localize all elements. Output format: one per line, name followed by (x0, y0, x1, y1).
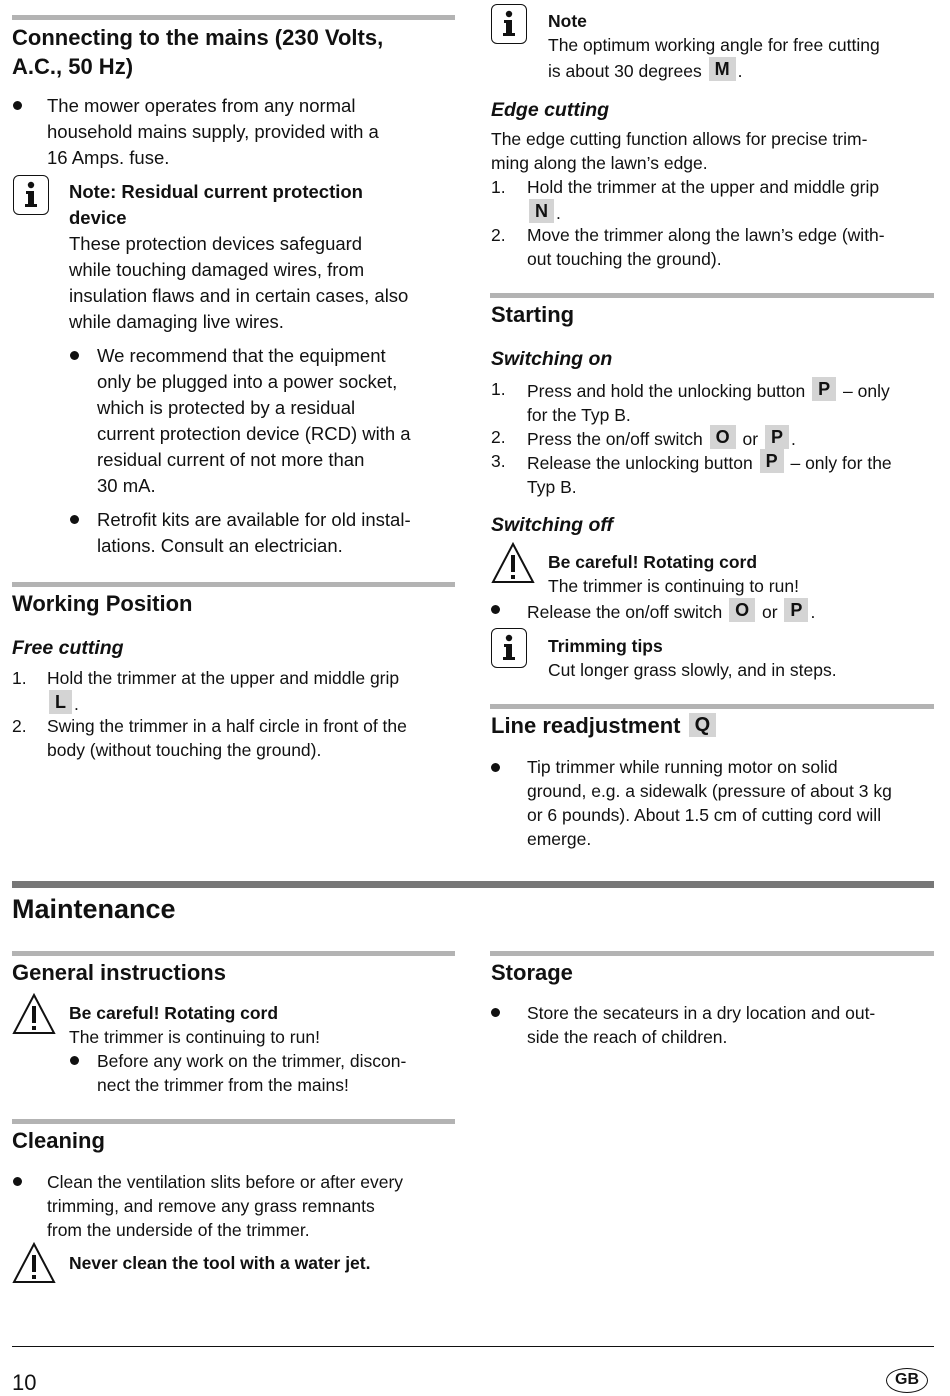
rcd-bullet-2 (97, 507, 411, 559)
text-line: ground, e.g. a sidewalk (pressure of about 3 kg (527, 781, 892, 801)
bullet-dot (13, 101, 22, 110)
subsection-edge-cutting: Edge cutting (491, 99, 610, 121)
text-line: Hold the trimmer at the upper and middle grip (47, 668, 400, 688)
text-line (527, 377, 890, 403)
general-bullet (97, 1049, 406, 1097)
on-step-1 (527, 377, 890, 427)
info-icon (13, 175, 49, 215)
text-line: 16 Amps. fuse. (47, 147, 170, 168)
text-span: is about 30 degrees (548, 61, 702, 81)
step-number: 2. (491, 427, 506, 447)
general-warning (69, 1001, 320, 1049)
text-line: from the underside of the trimmer. (47, 1220, 310, 1240)
text-line: The optimum working angle for free cutting (548, 35, 880, 55)
text-line: which is protected by a residual (97, 397, 356, 418)
section-title-mains (12, 24, 383, 80)
subsection-switching-off: Switching off (491, 514, 614, 536)
storage-bullet (527, 1001, 875, 1049)
text-line: emerge. (527, 829, 592, 849)
key-label-m: M (709, 57, 736, 81)
text-line: lations. Consult an electrician. (97, 535, 343, 556)
line-bullet (527, 755, 892, 851)
section-title-starting: Starting (491, 302, 575, 327)
key-label-o: O (710, 425, 736, 449)
edge-body (491, 127, 867, 175)
step-number: 3. (491, 451, 506, 471)
on-step-2: Press the on/off switch O or P . (527, 427, 796, 449)
text-line: is about 30 degrees M . (548, 59, 743, 81)
text-line: for the Typ B. (527, 405, 631, 425)
info-icon (491, 628, 527, 668)
text-line: These protection devices safeguard (69, 233, 363, 254)
rcd-note (69, 179, 408, 335)
trimming-tips (548, 634, 837, 682)
text-line: We recommend that the equipment (97, 345, 386, 366)
free-step-2 (47, 714, 407, 762)
warning-title: Be careful! Rotating cord (69, 1003, 279, 1023)
switch-off-bullet: Release the on/off switch O or P . (527, 600, 816, 622)
subsection-free-cutting: Free cutting (12, 637, 124, 659)
key-label-q: Q (689, 713, 717, 737)
section-rule (12, 582, 455, 587)
section-title-general: General instructions (12, 960, 226, 985)
text-span: Press and hold the unlocking button (527, 381, 806, 401)
key-label-n: N (529, 199, 554, 223)
text-line: trimming, and remove any grass remnants (47, 1196, 375, 1216)
text-line: Hold the trimmer at the upper and middle grip (527, 177, 880, 197)
section-title-cleaning: Cleaning (12, 1128, 105, 1153)
text-line: household mains supply, provided with a (47, 121, 379, 142)
free-step-1 (47, 666, 399, 716)
on-step-3 (527, 449, 892, 499)
text-span: Release the on/off switch (527, 602, 723, 622)
text-line: The edge cutting function allows for precise trim- (491, 129, 868, 149)
text-line: ming along the lawn’s edge. (491, 153, 708, 173)
warning-icon (12, 993, 56, 1035)
text-line: Clean the ventilation slits before or after every (47, 1172, 404, 1192)
warning-icon (491, 542, 535, 584)
text-line: insulation flaws and in certain cases, also (69, 285, 409, 306)
text-line: Typ B. (527, 477, 577, 497)
maintenance-rule (12, 881, 934, 888)
text-line: 30 mA. (97, 475, 156, 496)
title-line: A.C., 50 Hz) (12, 54, 134, 79)
text-line: while touching damaged wires, from (69, 259, 365, 280)
text-line: Cut longer grass slowly, and in steps. (548, 660, 837, 680)
warning-icon (12, 1242, 56, 1284)
angle-note (548, 9, 880, 83)
key-line: L . (47, 690, 399, 716)
section-rule (490, 704, 934, 709)
text-line: The mower operates from any normal (47, 95, 356, 116)
title-text: Line readjustment (491, 713, 681, 738)
switch-off-warning (548, 550, 799, 598)
edge-step-1 (527, 175, 879, 225)
text-span: Press the on/off switch (527, 429, 703, 449)
text-span: or (742, 429, 759, 449)
text-line: residual current of not more than (97, 449, 365, 470)
text-line: The trimmer is continuing to run! (69, 1027, 320, 1047)
text-span: or (761, 602, 778, 622)
text-line: while damaging live wires. (69, 311, 284, 332)
text-line: only be plugged into a power socket, (97, 371, 398, 392)
key-label-p: P (765, 425, 789, 449)
key-line: N . (527, 199, 879, 225)
step-number: 2. (12, 716, 27, 736)
cleaning-bullet (47, 1170, 403, 1242)
text-span: – only (843, 381, 890, 401)
bullet-dot (70, 515, 79, 524)
text-line: Tip trimmer while running motor on solid (527, 757, 838, 777)
section-rule (490, 951, 934, 956)
section-title-working: Working Position (12, 591, 193, 616)
section-rule (490, 293, 934, 298)
bullet-dot (13, 1177, 22, 1186)
section-rule (12, 15, 455, 20)
section-title-line (491, 712, 718, 739)
text-line: Retrofit kits are available for old instal- (97, 509, 411, 530)
text-line: or 6 pounds). About 1.5 cm of cutting cord will (527, 805, 882, 825)
bullet-dot (491, 605, 500, 614)
bullet-dot (491, 763, 500, 772)
step-number: 1. (491, 177, 506, 197)
note-title: Note (548, 11, 587, 31)
bullet-dot (491, 1008, 500, 1017)
text-line: Store the secateurs in a dry location and out- (527, 1003, 876, 1023)
step-number: 2. (491, 225, 506, 245)
text-span: – only for the (790, 453, 892, 473)
key-label-l: L (49, 690, 72, 714)
cleaning-warning: Never clean the tool with a water jet. (69, 1253, 371, 1273)
note-title: device (69, 207, 127, 228)
maintenance-title: Maintenance (12, 894, 176, 924)
text-line: Swing the trimmer in a half circle in front of the (47, 716, 407, 736)
text-line (527, 449, 892, 475)
rcd-bullet-1 (97, 343, 411, 499)
page-number: 10 (12, 1370, 37, 1395)
warning-title: Be careful! Rotating cord (548, 552, 758, 572)
section-rule (12, 1119, 455, 1124)
step-number: 1. (12, 668, 27, 688)
step-number: 1. (491, 379, 506, 399)
key-label-p: P (784, 598, 808, 622)
section-title-storage: Storage (491, 960, 573, 985)
note-title: Trimming tips (548, 636, 663, 656)
footer-rule (12, 1346, 934, 1347)
note-title: Note: Residual current protection (69, 181, 363, 202)
text-line: nect the trimmer from the mains! (97, 1075, 349, 1095)
info-icon (491, 4, 527, 44)
section-rule (12, 951, 455, 956)
bullet-dot (70, 351, 79, 360)
text-line: Before any work on the trimmer, discon- (97, 1051, 407, 1071)
key-label-p: P (812, 377, 836, 401)
bullet-dot (70, 1056, 79, 1065)
text-line: side the reach of children. (527, 1027, 728, 1047)
mains-bullet-text (47, 93, 379, 171)
key-label-o: O (729, 598, 755, 622)
text-line: Move the trimmer along the lawn’s edge (with- (527, 225, 885, 245)
text-span: Release the unlocking button (527, 453, 753, 473)
text-line: out touching the ground). (527, 249, 722, 269)
key-label-p: P (760, 449, 784, 473)
text-line: current protection device (RCD) with a (97, 423, 411, 444)
edge-step-2 (527, 223, 885, 271)
language-badge: GB (886, 1368, 928, 1393)
text-line: body (without touching the ground). (47, 740, 322, 760)
title-line: Connecting to the mains (230 Volts, (12, 25, 384, 50)
text-line: The trimmer is continuing to run! (548, 576, 799, 596)
subsection-switching-on: Switching on (491, 348, 613, 370)
